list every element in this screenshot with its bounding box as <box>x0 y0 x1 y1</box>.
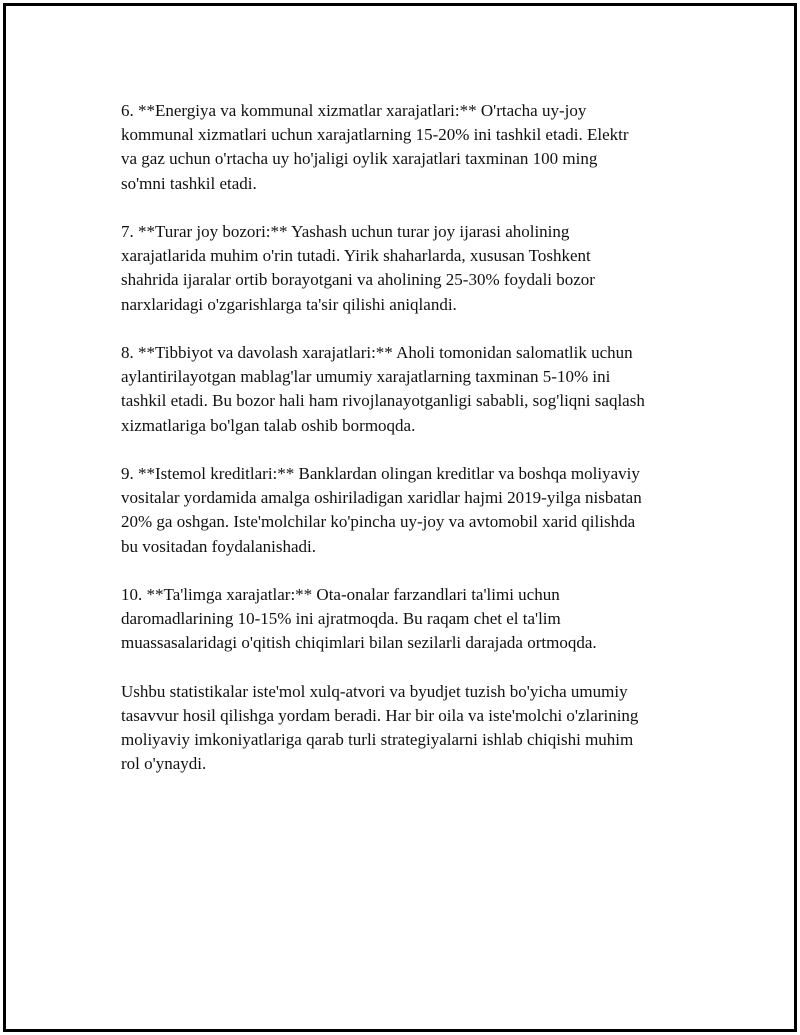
paragraph-consumer-credit: 9. **Istemol kreditlari:** Banklardan olingan kreditlar va boshqa moliyaviy vositalar yordamida amalga oshiriladigan xaridlar hajmi 2019-yilga nisbatan 20% ga oshgan. Iste'molchilar ko'pincha uy-joy va avtomobil xarid qilishda bu vositadan foydalanishadi. <box>121 464 642 556</box>
paragraph-energy-utilities: 6. **Energiya va kommunal xizmatlar xarajatlari:** O'rtacha uy-joy kommunal xizmatlari uchun xarajatlarning 15-20% ini tashkil etadi. Elektr va gaz uchun o'rtacha uy ho'jaligi oylik xarajatlari taxminan 100 ming so'mni tashkil etadi. <box>121 101 629 193</box>
page-frame <box>3 3 797 1032</box>
document-body <box>121 99 701 801</box>
paragraph-education-expenses: 10. **Ta'limga xarajatlar:** Ota-onalar farzandlari ta'limi uchun daromadlarining 10-15% ini ajratmoqda. Bu raqam chet el ta'lim muassasalaridagi o'qitish chiqimlari bilan sezilarli darajada ortmoqda. <box>121 585 597 653</box>
paragraph-housing-market: 7. **Turar joy bozori:** Yashash uchun turar joy ijarasi aholining xarajatlarida muhim o'rin tutadi. Yirik shaharlarda, xususan Toshkent shahrida ijaralar ortib borayotgani va aholining 25-30% foydali bozor narxlaridagi o'zgarishlarga ta'sir qilishi aniqlandi. <box>121 222 595 314</box>
paragraph-conclusion: Ushbu statistikalar iste'mol xulq-atvori va byudjet tuzish bo'yicha umumiy tasavvur hosil qilishga yordam beradi. Har bir oila va iste'molchi o'zlarining moliyaviy imkoniyatlariga qarab turli strategiyalarni ishlab chiqishi muhim rol o'ynaydi. <box>121 681 639 774</box>
paragraph-medical-expenses: 8. **Tibbiyot va davolash xarajatlari:** Aholi tomonidan salomatlik uchun aylantirilayotgan mablag'lar umumiy xarajatlarning taxminan 5-10% ini tashkil etadi. Bu bozor hali ham rivojlanayotganligi sababli, sog'liqni saqlash xizmatlariga bo'lgan talab oshib bormoqda. <box>121 343 645 435</box>
